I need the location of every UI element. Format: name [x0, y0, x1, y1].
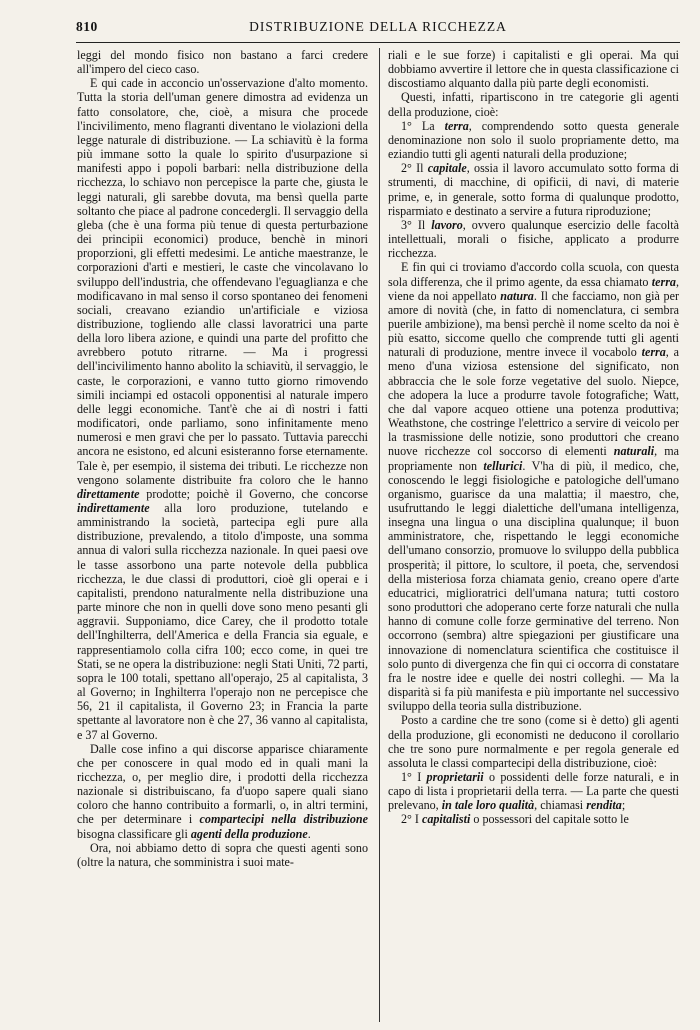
left-text-column — [77, 48, 368, 1026]
emphasized-term: terra — [444, 118, 469, 133]
text-segment: 1° I — [401, 769, 427, 784]
text-segment: 2° Il — [401, 161, 428, 176]
text-segment: . — [307, 826, 311, 841]
body-paragraph — [388, 90, 679, 118]
text-segment: riali e le sue forze) i capitalisti e gli operai. Ma qui dobbiamo avvertire il lettore che in questa classificazione ci discostiamo alquanto dalla più parte degli economisti. — [388, 48, 679, 91]
body-paragraph — [388, 119, 679, 161]
emphasized-term: rendita — [586, 798, 622, 813]
text-segment: , a meno d'una viziosa estensione del significato, non abbraccia che le sole forze vegetative del suolo. Niepce, che adopera la luce a produrre tavole fotografiche; Watt, che dal vapore acqueo ottiene una potenza produttiva; Weathstone, che costringe l'elettrico a servire di veicolo per la trasmissione delle notizie, sono produttori che creano nuove ricchezze col soccorso di elementi — [388, 345, 679, 459]
emphasized-term: terra — [651, 274, 676, 289]
emphasized-term: capitalisti — [421, 812, 471, 827]
emphasized-term: natura — [500, 288, 534, 303]
text-segment: 2° I — [401, 812, 422, 827]
text-segment: , comprendendo sotto questa generale denominazione non solo il suolo propriamente detto, ma eziandio tutti gli agenti naturali della produzione; — [388, 118, 679, 162]
body-paragraph — [77, 76, 368, 741]
emphasized-term: terra — [641, 345, 666, 360]
body-paragraph — [388, 260, 679, 713]
body-paragraph — [77, 48, 368, 76]
text-segment: Ora, noi abbiamo detto di sopra che questi agenti sono (oltre la natura, che somministra i suoi mate- — [77, 840, 368, 869]
emphasized-term: tellurici — [483, 458, 523, 473]
text-segment: , ovvero qualunque esercizio delle facoltà intellettuali, morali o fisiche, applicato a produrre ricchezza. — [388, 217, 679, 261]
emphasized-term: naturali — [613, 444, 655, 459]
text-segment: leggi del mondo fisico non bastano a farci credere all'impero del cieco caso. — [77, 48, 368, 77]
text-segment: Dalle cose infino a qui discorse apparisce chiaramente che per conoscere in qual modo ed in quali mani la ricchezza, o, per meglio dire, i prodotti della ricchezza nazionale si distribuiscano, fa d'uopo sapere quali siano coloro che hanno contribuito a formarli, o, in altri termini, che per determinare i — [77, 741, 368, 827]
body-paragraph — [388, 161, 679, 218]
emphasized-term: lavoro — [431, 217, 463, 232]
column-divider — [379, 48, 380, 1022]
body-paragraph — [388, 48, 679, 90]
text-segment: , ossia il lavoro accumulato sotto forma di strumenti, di macchine, di opificii, di navi, di materie prime, e, in generale, sotto forma di qualunque prodotto, risparmiato e destinato a servire a futura riproduzione; — [388, 161, 679, 218]
emphasized-term: capitale — [427, 161, 467, 176]
text-segment: Posto a cardine che tre sono (come si è detto) gli agenti della produzione, gli economisti ne deducono il corollario che tre sono pure normalmente e per regola generale ed assoluta le classi compartecipi della distribuzione, cioè: — [388, 713, 679, 770]
text-segment: o possessori del capitale sotto le — [470, 812, 629, 827]
text-segment: , chiamasi — [534, 798, 587, 813]
text-segment: . V'ha di più, il medico, che, conoscendo le leggi fisiologiche e patologiche dell'umano organismo, guarisce da una malattia; il maestro, che, usufruttando le leggi dialettiche dell'umana intelligenza, insegna una lingua o una disciplina qualunque; il buon amministratore, che, rispettando le leggi economiche dell'umano consorzio, promuove lo sviluppo della pubblica prosperità; il pittore, lo scultore, il poeta, che, servendosi della misteriosa forza chiamata genio, creano opere d'arte educatrici, miglioratrici dell'umana natura; tutti costoro sono produttori che adoperano certe forze naturali che nulla hanno di comune colle forze germinative del terreno. Non occorrono (sembra) altre spiegazioni per giustificare una innovazione di nomenclatura scientifica che costituisce il solo punto di divergenza che fin qui ci occorra di constatare fra le nostre idee e quelle dei nostri colleghi. — Ma la disparità si fa più manifesta e più importante nel successivo sviluppo della teoria sulla distribuzione. — [388, 458, 679, 714]
body-paragraph — [388, 218, 679, 260]
emphasized-term: proprietarii — [426, 769, 484, 784]
running-title: DISTRIBUZIONE DELLA RICCHEZZA — [249, 19, 507, 34]
body-paragraph — [77, 841, 368, 869]
text-segment: , viene da noi appellato — [388, 274, 679, 303]
text-segment: Questi, infatti, ripartiscono in tre categorie gli agenti della produzione, cioè: — [388, 90, 679, 119]
text-segment: , ma propriamente non — [388, 444, 679, 473]
emphasized-term: agenti della produzione — [190, 826, 308, 841]
text-segment: E qui cade in acconcio un'osservazione d'alto momento. Tutta la storia dell'uman genere dimostra ad evidenza un fatto consolatore, che, cioè, a misura che procede l'incivilimento, meno flagranti diventano le violazioni della legge naturale di distribuzione. — La schiavitù è la forma più immane sotto la quale lo spirito d'usurpazione si manifesti appo i popoli barbari: nella distribuzione della ricchezza, lo schiavo non percepisce la parte che, giusta le leggi naturali, gli sarebbe dovuta, ma bensì quella parte soltanto che piace al padrone concedergli. Il servaggio della gleba (che è una forma più tenue di questa perturbazione dei principii economici) produce, benchè in minori proporzioni, gli effetti medesimi. Le antiche maestranze, le corporazioni d'arti e mestieri, le caste che vincolavano lo sviluppo dell'industria, che offendevano l'eguaglianza e che modificavano in mal senso il corso spontaneo dei fenomeni sociali, creavano eziandio un'artificiale e viziosa distribuzione, togliendo alle classi lavoratrici una parte della loro libera azione, e quindi una parte del profitto che avrebbero potuto ritrarne. — Ma i progressi dell'incivilimento hanno abolito la schiavitù, il servaggio, le caste, le corporazioni, e vanno tutto giorno rimovendo simili inciampi ed ostacoli opponentisi al naturale impero delle leggi economiche. Tant'è che ai dì nostri i fatti modificatori, onde parliamo, sono infinitamente meno numerosi e men gravi che per lo passato. Tuttavia parecchi ancora ne esistono, ed alcuni esisteranno forse eternamente. Tale è, per esempio, il sistema dei tributi. Le ricchezze non vengono solamente distribuite fra coloro che le hanno — [77, 76, 368, 487]
right-text-column — [388, 48, 679, 1026]
header-rule — [76, 42, 680, 43]
emphasized-term: compartecipi nella distribuzione — [199, 812, 368, 827]
emphasized-term: indirettamente — [77, 501, 150, 515]
text-segment: prodotte; poichè il Governo, che concorse — [139, 486, 368, 501]
text-segment: ; — [621, 798, 626, 813]
page-header — [76, 16, 680, 42]
text-segment: alla loro produzione, tutelando e amministrando la società, partecipa egli pure alla distribuzione, prevalendo, a titolo d'imposte, una somma annua di valori sulla ricchezza nazionale. In quei paesi ove le tasse assorbono una parte notevole della pubblica ricchezza, le due classi di produttori, cioè gli operai e i capitalisti, prendono naturalmente nella distribuzione una parte minore che non in quelli dove sono meno pesanti gli aggravii. Supponiamo, dice Carey, che il prodotto totale dell'Inghilterra, dell'America e della Francia sia eguale, e rappresentiamolo colla cifra 100; ecco come, in quei tre Stati, se ne opera la distribuzione: negli Stati Uniti, 72 parti, sopra le 100 totali, spettano all'operajo, 25 al capitalista, 3 al Governo; in Inghilterra l'operajo non ne percepisce che 56, 21 il capitalista, il Governo 23; in Francia la parte spettante al lavoratore non è che 27, 36 vanno al capitalista, e 37 al Governo. — [77, 501, 368, 742]
text-segment: 3° Il — [401, 217, 432, 232]
body-paragraph — [388, 812, 679, 826]
text-segment: . Il che facciamo, non già per amore di novità (che, in fatto di nomenclatura, ci sembra puerile ambizione), ma bensì perchè il nome scelto da noi è più esatto, siccome quello che comprende tutti gli agenti naturali di produzione, mentre invece il vocabolo — [388, 288, 679, 360]
text-segment: 1° La — [401, 118, 445, 133]
text-segment: E fin qui ci troviamo d'accordo colla scuola, con questa sola differenza, che il primo agente, da essa chiamato — [388, 260, 679, 289]
body-paragraph — [388, 770, 679, 812]
page-number: 810 — [76, 19, 98, 34]
text-segment: o possidenti delle forze naturali, e in capo di lista i proprietarii della terra. — La parte che questi prelevano, — [388, 769, 679, 813]
body-paragraph — [388, 713, 679, 770]
emphasized-term: in tale loro qualità — [441, 798, 535, 813]
emphasized-term: direttamente — [77, 486, 140, 501]
text-segment: bisogna classificare gli — [77, 826, 191, 841]
body-paragraph — [77, 742, 368, 841]
